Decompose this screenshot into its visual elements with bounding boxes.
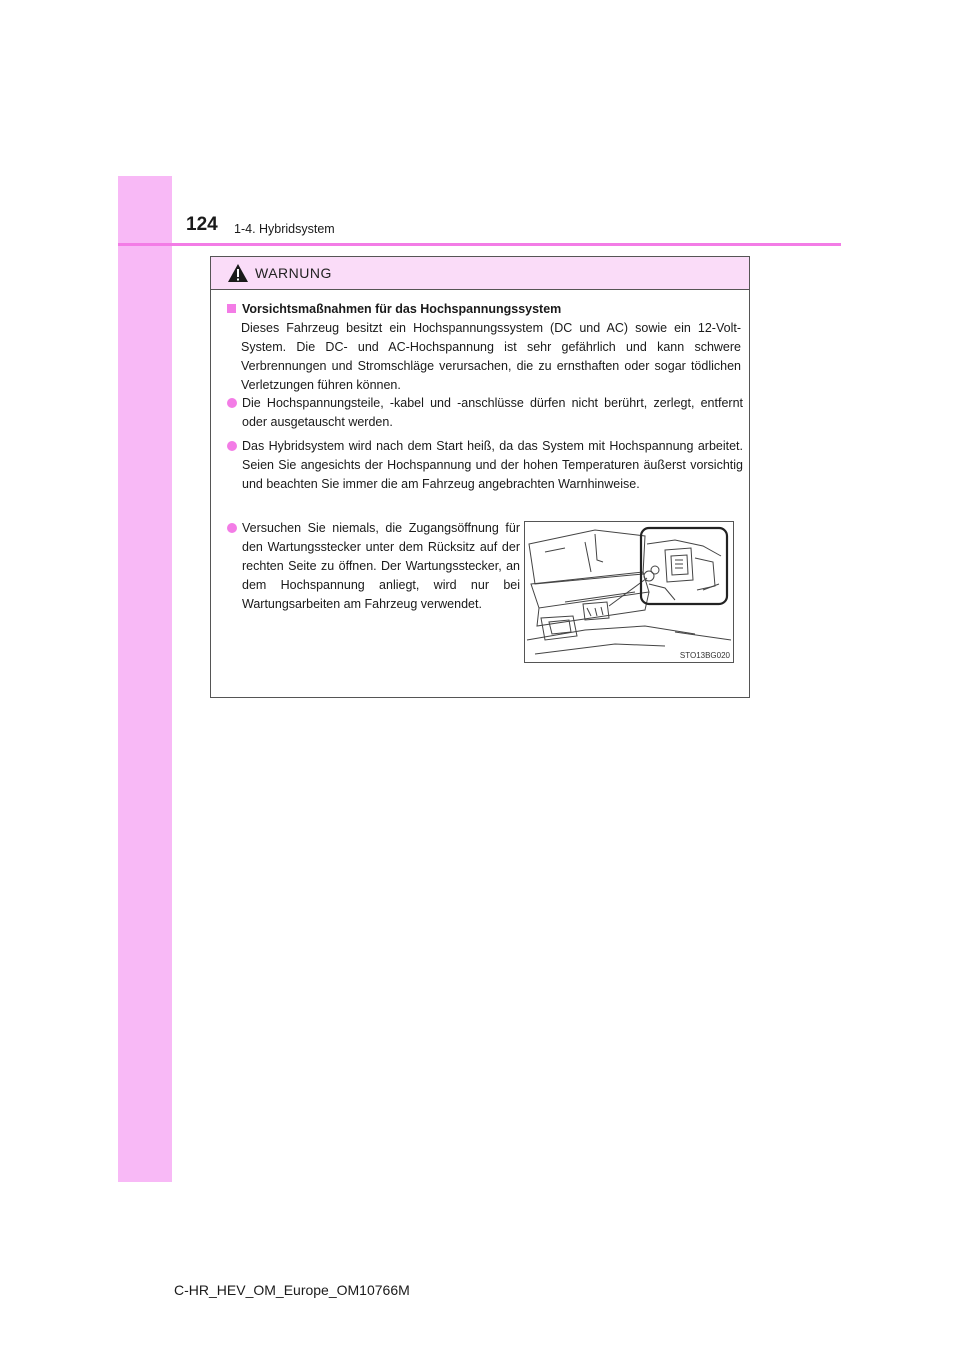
bullet-text: Versuchen Sie niemals, die Zugangsöffnung für den Wartungsstecker unter dem Rücksitz auf der rechten Seite zu öffnen. Der Wartungsstecker, an dem Hochspannung anliegt, wird nur bei Wartungsarbeiten am Fahrzeug verwendet.	[242, 521, 520, 611]
header-rule	[118, 243, 841, 246]
section-title: 1-4. Hybridsystem	[234, 222, 335, 236]
warning-intro: Dieses Fahrzeug besitzt ein Hochspannungssystem (DC und AC) sowie ein 12-Volt-System. Die DC- und AC-Hochspannung ist sehr gefährlich und kann schwere Verbrennungen und Stromschläge verursachen, die zu ernsthaften oder sogar tödlichen Verletzungen führen können.	[241, 321, 741, 392]
bullet-text: Das Hybridsystem wird nach dem Start heiß, da das System mit Hochspannung arbeitet. Seien Sie angesichts der Hochspannung und der hohen Temperaturen äußerst vorsichtig und beachten Sie immer die am Fahrzeug angebrachten Warnhinweise.	[242, 439, 743, 491]
warning-header	[211, 257, 749, 290]
document-id: C-HR_HEV_OM_Europe_OM10766M	[174, 1282, 410, 1298]
square-bullet-icon	[227, 304, 236, 313]
rear-seat-drawing	[525, 522, 733, 662]
bullet-dot-icon	[227, 398, 237, 408]
warning-label: WARNUNG	[255, 265, 332, 281]
page-number: 124	[186, 214, 218, 235]
figure-code: STO13BG020	[679, 651, 730, 660]
side-color-band	[118, 176, 172, 1182]
warning-box	[210, 256, 750, 698]
warning-triangle-icon	[227, 263, 249, 283]
bullet-text: Die Hochspannungsteile, -kabel und -anschlüsse dürfen nicht berührt, zerlegt, entfernt oder ausgetauscht werden.	[242, 396, 743, 429]
warning-heading	[227, 302, 561, 316]
bullet-dot-icon	[227, 441, 237, 451]
bullet-dot-icon	[227, 523, 237, 533]
rear-seat-service-plug-illustration	[524, 521, 734, 663]
warning-heading-text: Vorsichtsmaßnahmen für das Hochspannungssystem	[242, 302, 562, 316]
